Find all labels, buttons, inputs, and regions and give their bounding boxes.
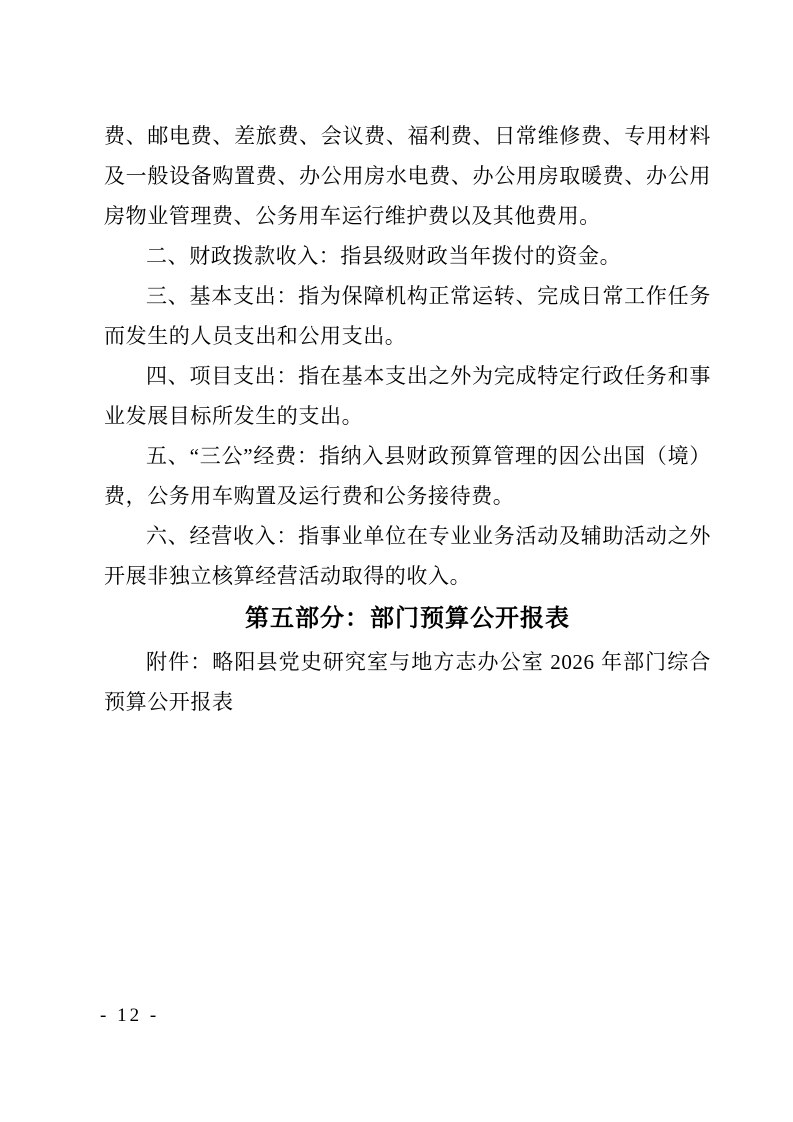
body-paragraph-item-5: 五、“三公”经费：指纳入县财政预算管理的因公出国（境）费，公务用车购置及运行费和公务接待费。 bbox=[104, 444, 711, 508]
body-paragraph-item-4: 四、项目支出：指在基本支出之外为完成特定行政任务和事业发展目标所发生的支出。 bbox=[104, 364, 711, 428]
body-paragraph-item-3: 三、基本支出：指为保障机构正常运转、完成日常工作任务而发生的人员支出和公用支出。 bbox=[104, 284, 711, 348]
body-paragraph-item-6: 六、经营收入：指事业单位在专业业务活动及辅助活动之外开展非独立核算经营活动取得的收入。 bbox=[104, 524, 711, 588]
document-content bbox=[104, 116, 711, 722]
attachment-line: 附件：略阳县党史研究室与地方志办公室 2026 年部门综合预算公开报表 bbox=[104, 650, 711, 714]
body-paragraph-continued: 费、邮电费、差旅费、会议费、福利费、日常维修费、专用材料及一般设备购置费、办公用房水电费、办公用房取暖费、办公用房物业管理费、公务用车运行维护费以及其他费用。 bbox=[104, 124, 711, 228]
body-paragraph-item-2: 二、财政拨款收入：指县级财政当年拨付的资金。 bbox=[146, 244, 622, 268]
page-number: - 12 - bbox=[100, 1005, 160, 1026]
section-heading: 第五部分：部门预算公开报表 bbox=[245, 606, 570, 632]
